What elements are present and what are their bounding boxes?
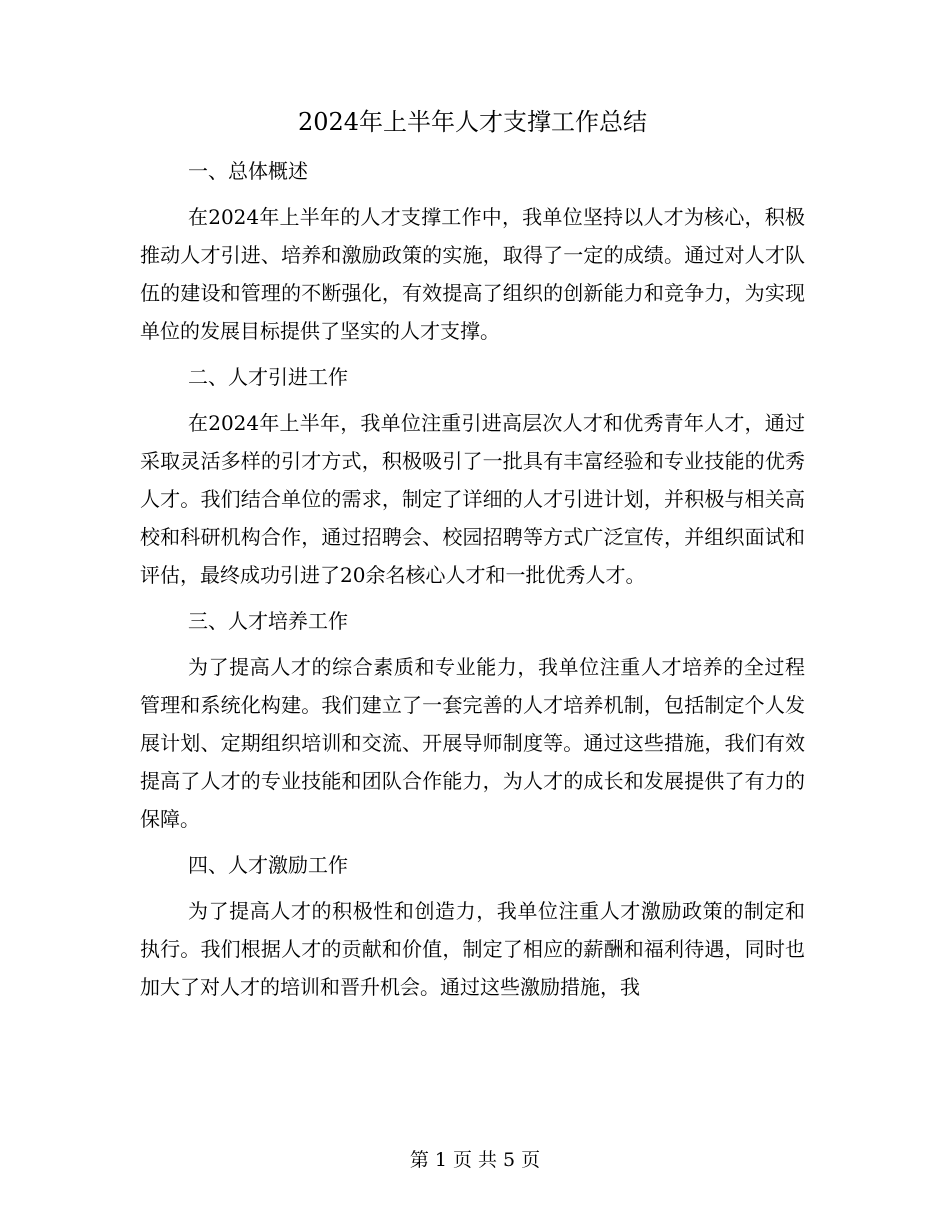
section-heading-recruitment: 二、人才引进工作 — [188, 365, 348, 389]
section-paragraph-recruitment: 在2024年上半年，我单位注重引进高层次人才和优秀青年人才，通过采取灵活多样的引才方式，积极吸引了一批具有丰富经验和专业技能的优秀人才。我们结合单位的需求，制定了详细的人才引进计划，并积极与相关高校和科研机构合作，通过招聘会、校园招聘等方式广泛宣传，并组织面试和评估，最终成功引进了20余名核心人才和一批优秀人才。 — [140, 411, 805, 587]
section-heading-overview: 一、总体概述 — [188, 159, 308, 183]
page-number-footer: 第 1 页 共 5 页 — [409, 1149, 541, 1171]
section-paragraph-training: 为了提高人才的综合素质和专业能力，我单位注重人才培养的全过程管理和系统化构建。我们建立了一套完善的人才培养机制，包括制定个人发展计划、定期组织培训和交流、开展导师制度等。通过这些措施，我们有效提高了人才的专业技能和团队合作能力，为人才的成长和发展提供了有力的保障。 — [140, 655, 805, 831]
document-body — [140, 102, 805, 1014]
document-title: 2024年上半年人才支撑工作总结 — [297, 108, 648, 136]
section-heading-training: 三、人才培养工作 — [188, 609, 348, 633]
section-paragraph-overview: 在2024年上半年的人才支撑工作中，我单位坚持以人才为核心，积极推动人才引进、培养和激励政策的实施，取得了一定的成绩。通过对人才队伍的建设和管理的不断强化，有效提高了组织的创新能力和竞争力，为实现单位的发展目标提供了坚实的人才支撑。 — [140, 205, 805, 343]
section-paragraph-incentive: 为了提高人才的积极性和创造力，我单位注重人才激励政策的制定和执行。我们根据人才的贡献和价值，制定了相应的薪酬和福利待遇，同时也加大了对人才的培训和晋升机会。通过这些激励措施，我 — [140, 899, 805, 999]
section-heading-incentive: 四、人才激励工作 — [188, 853, 348, 877]
